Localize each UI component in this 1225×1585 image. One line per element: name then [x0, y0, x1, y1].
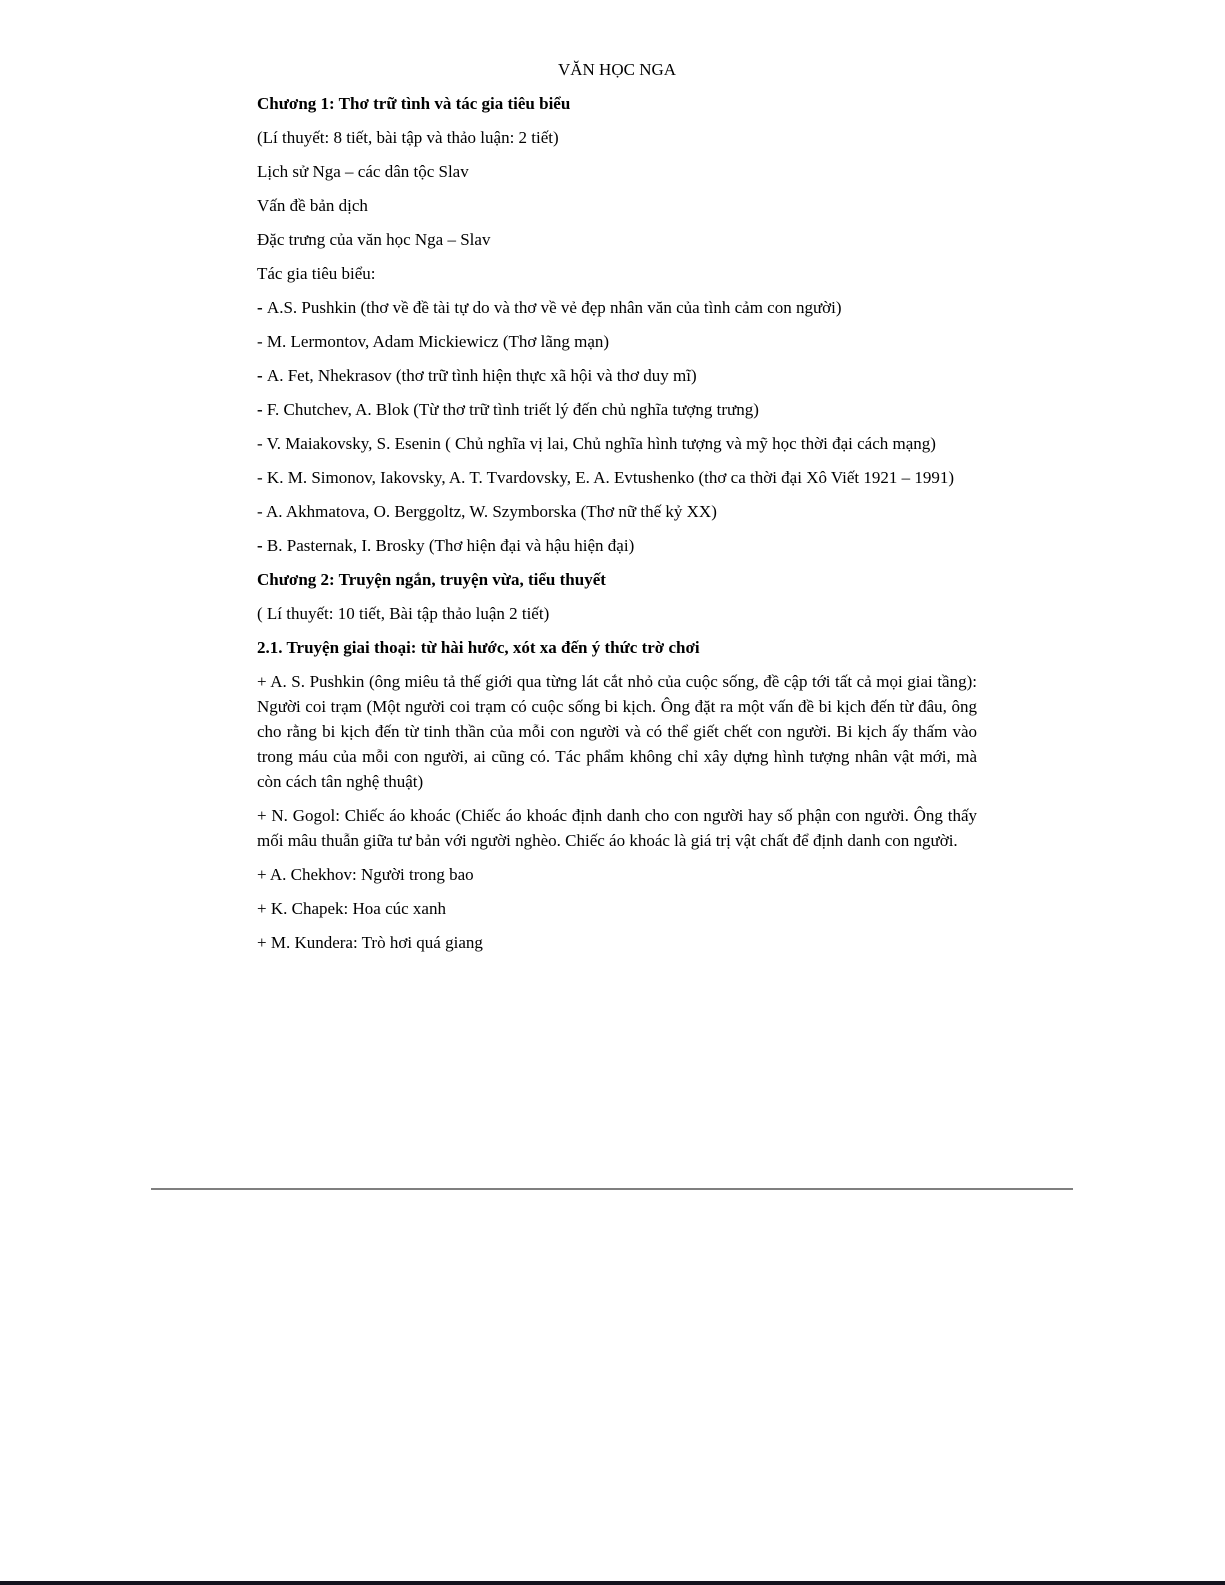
dash-bullet: - [257, 400, 267, 419]
dash-bullet: - [257, 298, 267, 317]
work-chekhov: + A. Chekhov: Người trong bao [257, 865, 474, 884]
dash-bullet: - [257, 502, 266, 521]
dash-bullet: - [257, 434, 267, 453]
author-text: V. Maiakovsky, S. Esenin ( Chủ nghĩa vị lai, Chủ nghĩa hình tượng và mỹ học thời đại cách mạng) [266, 434, 936, 453]
author-text: B. Pasternak, I. Brosky (Thơ hiện đại và hậu hiện đại) [266, 536, 635, 555]
author-item-chutchev [257, 397, 977, 422]
author-item-pushkin [257, 295, 977, 320]
topic-characteristics: Đặc trưng của văn học Nga – Slav [257, 230, 491, 249]
author-item-akhmatova [257, 499, 977, 524]
author-item-simonov [257, 465, 977, 490]
author-text: F. Chutchev, A. Blok (Từ thơ trữ tình triết lý đến chủ nghĩa tượng trưng) [266, 400, 759, 419]
author-item-fet [257, 363, 977, 388]
author-text: A. Fet, Nhekrasov (thơ trữ tình hiện thực xã hội và thơ duy mĩ) [266, 366, 697, 385]
author-text: K. M. Simonov, Iakovsky, A. T. Tvardovsky, E. A. Evtushenko (thơ ca thời đại Xô Viết 1921 – 1991) [266, 468, 955, 487]
dash-bullet: - [257, 332, 267, 351]
work-chapek: + K. Chapek: Hoa cúc xanh [257, 899, 446, 918]
dash-bullet: - [257, 366, 267, 385]
section-2-1-heading: 2.1. Truyện giai thoại: từ hài hước, xót xa đến ý thức trờ chơi [257, 638, 700, 657]
author-item-pasternak [257, 533, 977, 558]
chapter1-heading: Chương 1: Thơ trữ tình và tác gia tiêu biểu [257, 94, 571, 113]
work-kundera: + M. Kundera: Trò hơi quá giang [257, 933, 483, 952]
work-pushkin: + A. S. Pushkin (ông miêu tả thế giới qua từng lát cắt nhỏ của cuộc sống, đề cập tới tất cả mọi giai tầng): Người coi trạm (Một người coi trạm có cuộc sống bi kịch. Ông đặt ra một vấn đề bi kịch đến từ đâu, ông cho rằng bi kịch đến từ tinh thần của mỗi con người và có thể giết chết con người. Bi kịch ấy thấm vào trong máu của mỗi con người, ai cũng có. Tác phẩm không chỉ xây dựng hình tượng nhân vật mới, mà còn cách tân nghệ thuật) [257, 672, 977, 791]
topic-translation: Vấn đề bản dịch [257, 196, 368, 215]
chapter2-hours: ( Lí thuyết: 10 tiết, Bài tập thảo luận 2 tiết) [257, 604, 550, 623]
authors-intro: Tác gia tiêu biểu: [257, 264, 376, 283]
chapter2-heading: Chương 2: Truyện ngắn, truyện vừa, tiểu thuyết [257, 570, 606, 589]
author-text: A.S. Pushkin (thơ về đề tài tự do và thơ về vẻ đẹp nhân văn của tình cảm con người) [266, 298, 842, 317]
bottom-edge-bar [0, 1581, 1225, 1585]
topic-history: Lịch sử Nga – các dân tộc Slav [257, 162, 469, 181]
page-divider [151, 1188, 1073, 1190]
dash-bullet: - [257, 536, 267, 555]
work-gogol: + N. Gogol: Chiếc áo khoác (Chiếc áo khoác định danh cho con người hay số phận con người. Ông thấy mối mâu thuẫn giữa tư bản với người nghèo. Chiếc áo khoác là giá trị vật chất để định danh con người. [257, 806, 977, 850]
document-title: VĂN HỌC NGA [557, 60, 677, 79]
dash-bullet: - [257, 468, 267, 487]
author-item-maiakovsky [257, 431, 977, 456]
author-text: A. Akhmatova, O. Berggoltz, W. Szymborska (Thơ nữ thế kỷ XX) [265, 502, 717, 521]
document-content [257, 57, 977, 964]
chapter1-hours: (Lí thuyết: 8 tiết, bài tập và thảo luận: 2 tiết) [257, 128, 559, 147]
author-item-lermontov [257, 329, 977, 354]
author-text: M. Lermontov, Adam Mickiewicz (Thơ lãng mạn) [266, 332, 610, 351]
